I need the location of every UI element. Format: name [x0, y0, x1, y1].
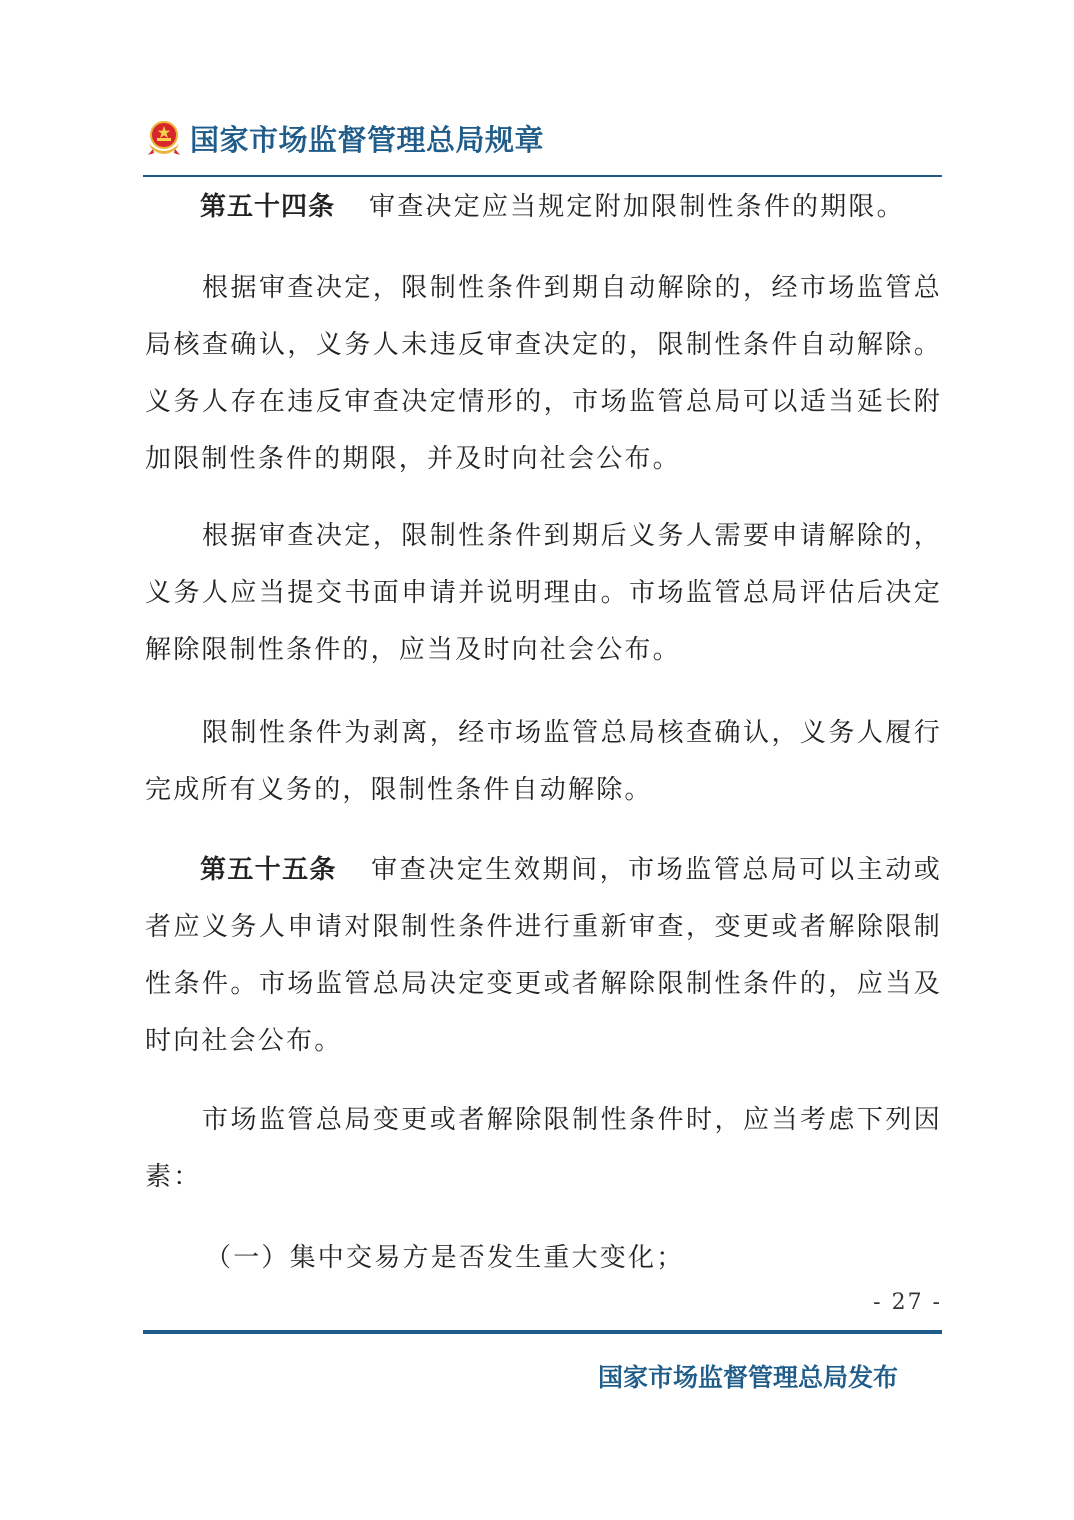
article-55-paragraph — [145, 842, 942, 1070]
paragraph-application-release: 根据审查决定，限制性条件到期后义务人需要申请解除的，义务人应当提交书面申请并说明理由。市场监管总局评估后决定解除限制性条件的，应当及时向社会公布。 — [145, 521, 942, 665]
article-55-label: 第五十五条 — [200, 855, 337, 885]
list-item-1: （一）集中交易方是否发生重大变化； — [205, 1243, 685, 1273]
paragraph-auto-release: 根据审查决定，限制性条件到期自动解除的，经市场监管总局核查确认，义务人未违反审查决定的，限制性条件自动解除。义务人存在违反审查决定情形的，市场监管总局可以适当延长附加限制性条件的期限，并及时向社会公布。 — [145, 273, 942, 474]
article-54-paragraph — [145, 179, 942, 236]
header-title: 国家市场监督管理总局规章 — [190, 122, 545, 157]
national-emblem-icon — [144, 118, 184, 158]
paragraph-divestiture: 限制性条件为剥离，经市场监管总局核查确认，义务人履行完成所有义务的，限制性条件自动解除。 — [145, 718, 942, 805]
article-54-text: 审查决定应当规定附加限制性条件的期限。 — [369, 192, 905, 222]
article-54-label: 第五十四条 — [200, 192, 336, 222]
page-number: - 27 - — [873, 1290, 942, 1315]
footer-divider — [143, 1330, 942, 1334]
paragraph-factors: 市场监管总局变更或者解除限制性条件时，应当考虑下列因素： — [145, 1105, 942, 1192]
page-header — [144, 114, 544, 162]
header-divider — [143, 175, 942, 177]
footer-publisher: 国家市场监督管理总局发布 — [597, 1363, 898, 1392]
article-55-text: 审查决定生效期间，市场监管总局可以主动或者应义务人申请对限制性条件进行重新审查，变更或者解除限制性条件。市场监管总局决定变更或者解除限制性条件的，应当及时向社会公布。 — [145, 855, 942, 1056]
